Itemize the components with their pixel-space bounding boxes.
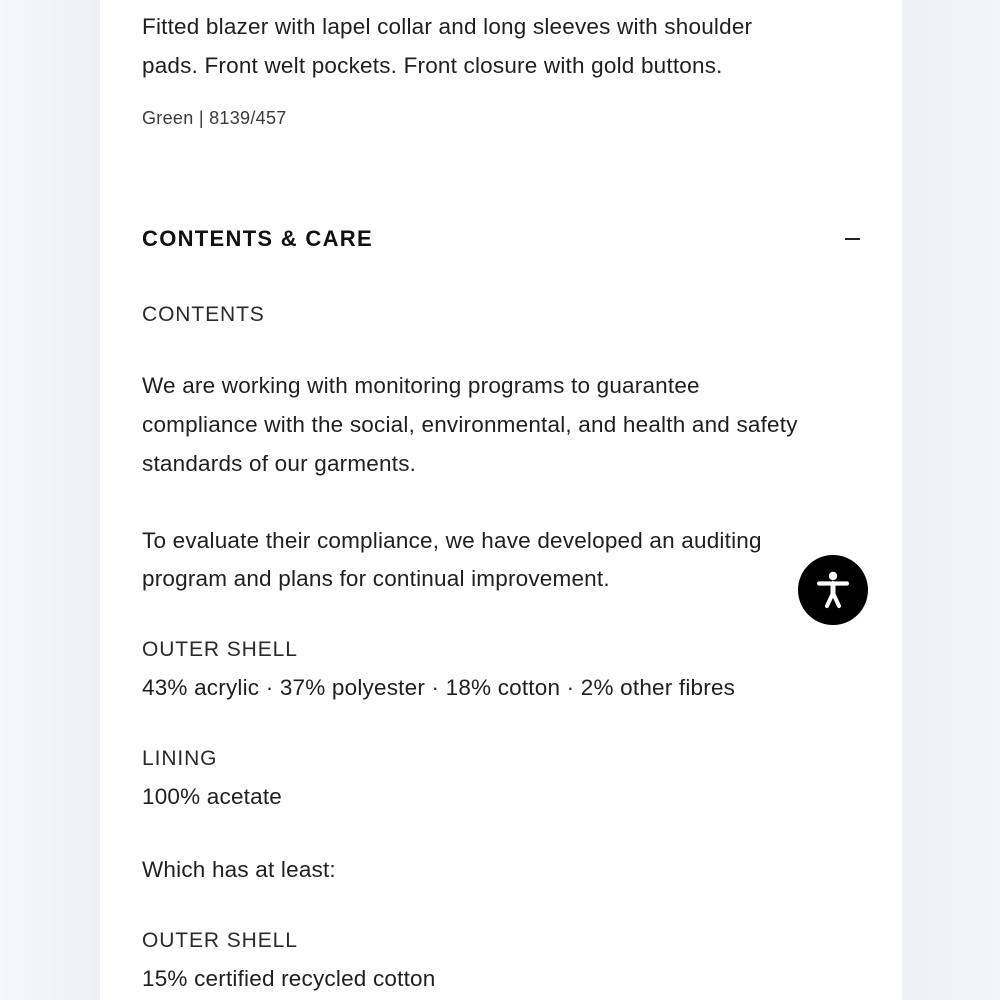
monitoring-paragraph-line-1: We are working with monitoring programs to guarantee	[142, 373, 700, 398]
lining-label: LINING	[142, 747, 218, 770]
product-color-reference: Green | 8139/457	[142, 108, 287, 128]
monitoring-paragraph-line-2: compliance with the social, environmental, and health and safety	[142, 412, 798, 437]
which-has-at-least-text: Which has at least:	[142, 857, 336, 882]
product-details-panel	[100, 0, 902, 1000]
lining-composition: 100% acetate	[142, 784, 283, 809]
monitoring-paragraph-line-3: standards of our garments.	[142, 451, 417, 476]
contents-care-title[interactable]: CONTENTS & CARE	[142, 226, 373, 251]
auditing-paragraph-line-2: program and plans for continual improvement.	[142, 566, 610, 591]
outer-shell-label-recycled: OUTER SHELL	[142, 929, 298, 952]
product-description-line-1: Fitted blazer with lapel collar and long sleeves with shoulder	[142, 14, 753, 39]
auditing-paragraph-line-1: To evaluate their compliance, we have developed an auditing	[142, 528, 762, 553]
minus-icon[interactable]	[842, 228, 864, 250]
contents-heading: CONTENTS	[142, 303, 265, 326]
right-background-margin	[902, 0, 1000, 1000]
accessibility-button[interactable]	[798, 555, 868, 625]
accessibility-person-icon	[798, 555, 868, 625]
recycled-cotton-value: 15% certified recycled cotton	[142, 966, 436, 991]
product-description-line-2: pads. Front welt pockets. Front closure with gold buttons.	[142, 53, 723, 78]
outer-shell-composition: 43% acrylic · 37% polyester · 18% cotton · 2% other fibres	[142, 675, 736, 700]
left-background-margin	[0, 0, 100, 1000]
outer-shell-label: OUTER SHELL	[142, 638, 298, 661]
minus-icon-bar	[845, 238, 860, 240]
